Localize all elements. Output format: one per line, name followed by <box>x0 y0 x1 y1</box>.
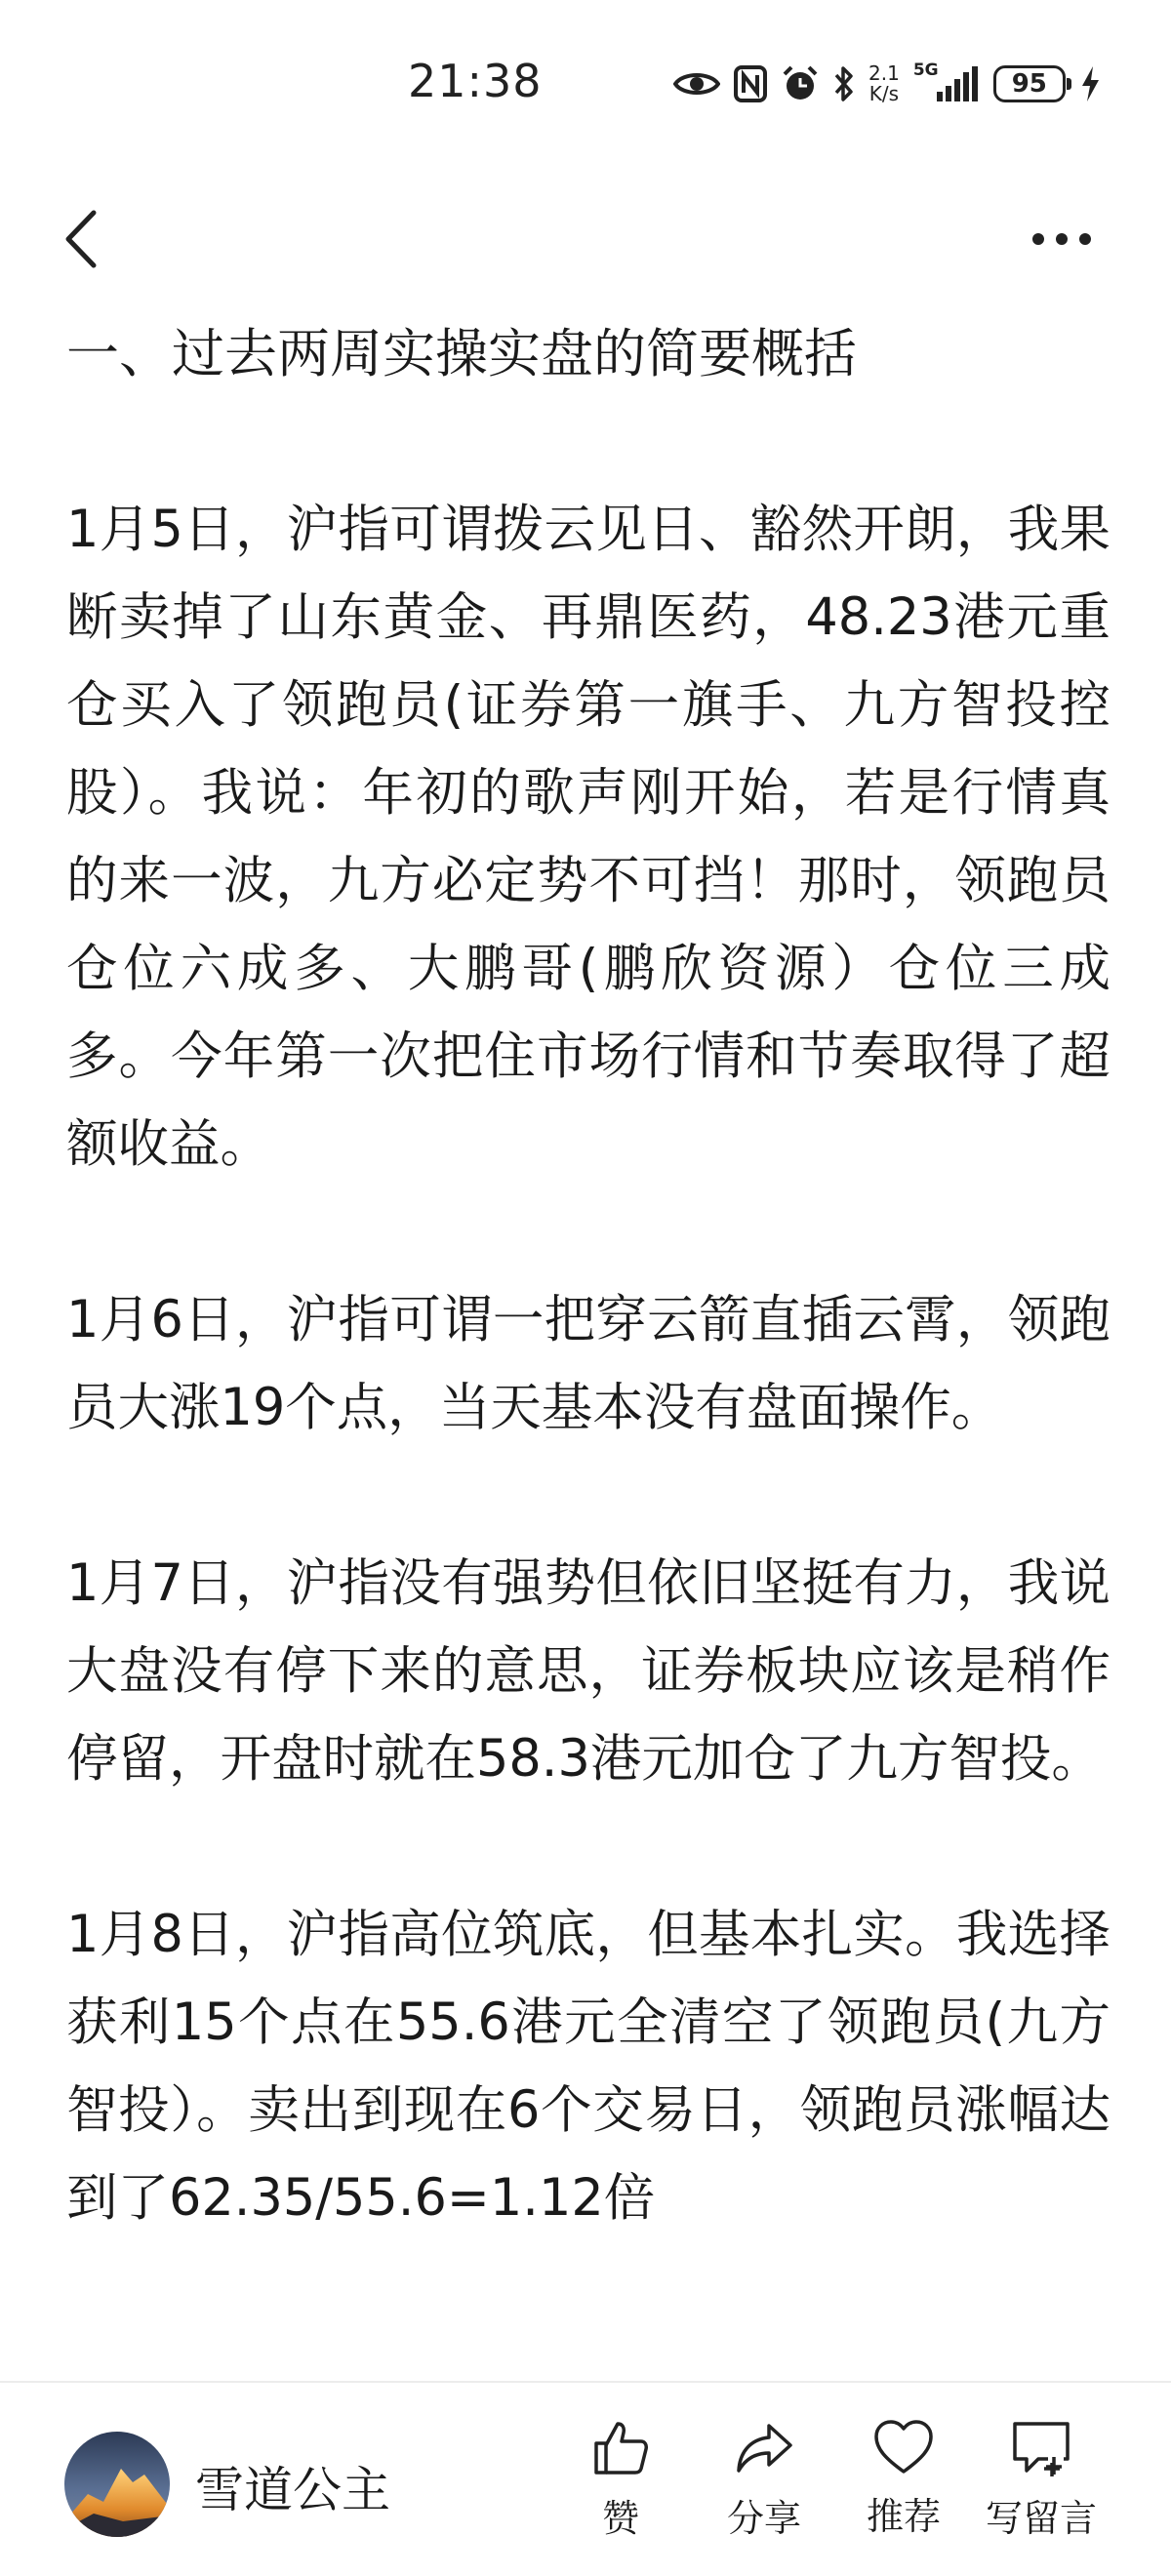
share-button[interactable] <box>696 2418 832 2542</box>
eye-icon <box>673 68 720 100</box>
more-button[interactable] <box>1025 220 1103 259</box>
signal-icon <box>912 60 980 103</box>
status-icons <box>673 59 1101 109</box>
article-paragraph: 1月8日，沪指高位筑底，但基本扎实。我选择获利15个点在55.6港元全清空了领跑员(九方智投）。卖出到现在6个交易日，领跑员涨幅达到了62.35/55.6=1.12倍 <box>66 1905 1110 2228</box>
comment-label: 写留言 <box>985 2497 1097 2540</box>
article-paragraph: 1月7日，沪指没有强势但依旧坚挺有力，我说大盘没有停下来的意思，证券板块应该是稍作停留，开盘时就在58.3港元加仓了九方智投。 <box>66 1553 1110 1789</box>
recommend-button[interactable] <box>835 2418 972 2540</box>
net-speed <box>868 63 900 104</box>
article-paragraph: 1月6日，沪指可谓一把穿云箭直插云霄，领跑员大涨19个点，当天基本没有盘面操作。 <box>66 1290 1110 1437</box>
comment-button[interactable] <box>973 2418 1110 2542</box>
share-label: 分享 <box>726 2497 801 2540</box>
status-time: 21:38 <box>408 55 543 107</box>
comment-icon <box>1009 2418 1073 2478</box>
heart-icon <box>872 2418 935 2476</box>
battery-level: 95 <box>1011 69 1047 99</box>
chevron-left-icon <box>55 205 113 273</box>
recommend-label: 推荐 <box>866 2495 941 2538</box>
author-avatar[interactable] <box>64 2432 170 2537</box>
share-icon <box>734 2418 794 2478</box>
bluetooth-icon <box>833 65 855 102</box>
bottom-action-bar <box>0 2381 1171 2576</box>
nfc-icon <box>734 65 767 102</box>
more-dots-icon <box>1025 220 1103 259</box>
article-heading: 一、过去两周实操实盘的简要概括 <box>66 323 857 384</box>
net-speed-value: 2.1 <box>868 61 900 85</box>
net-speed-unit: K/s <box>868 82 900 105</box>
network-type: 5G <box>912 60 939 80</box>
battery-icon <box>993 65 1066 102</box>
like-label: 赞 <box>601 2497 639 2540</box>
like-button[interactable] <box>552 2418 689 2542</box>
thumbs-up-icon <box>590 2418 651 2478</box>
author-name[interactable]: 雪道公主 <box>195 2462 390 2518</box>
article-body <box>66 310 1110 2242</box>
article-paragraph: 1月5日，沪指可谓拨云见日、豁然开朗，我果断卖掉了山东黄金、再鼎医药，48.23港元重仓买入了领跑员(证券第一旗手、九方智投控股）。我说：年初的歌声刚开始，若是行情真的来一波，九方必定势不可挡！那时，领跑员仓位六成多、大鹏哥(鹏欣资源）仓位三成多。今年第一次把住市场行情和节奏取得了超额收益。 <box>66 500 1110 1174</box>
alarm-icon <box>781 64 820 103</box>
charging-icon <box>1079 64 1101 103</box>
status-bar <box>0 0 1171 176</box>
back-button[interactable] <box>55 205 113 273</box>
